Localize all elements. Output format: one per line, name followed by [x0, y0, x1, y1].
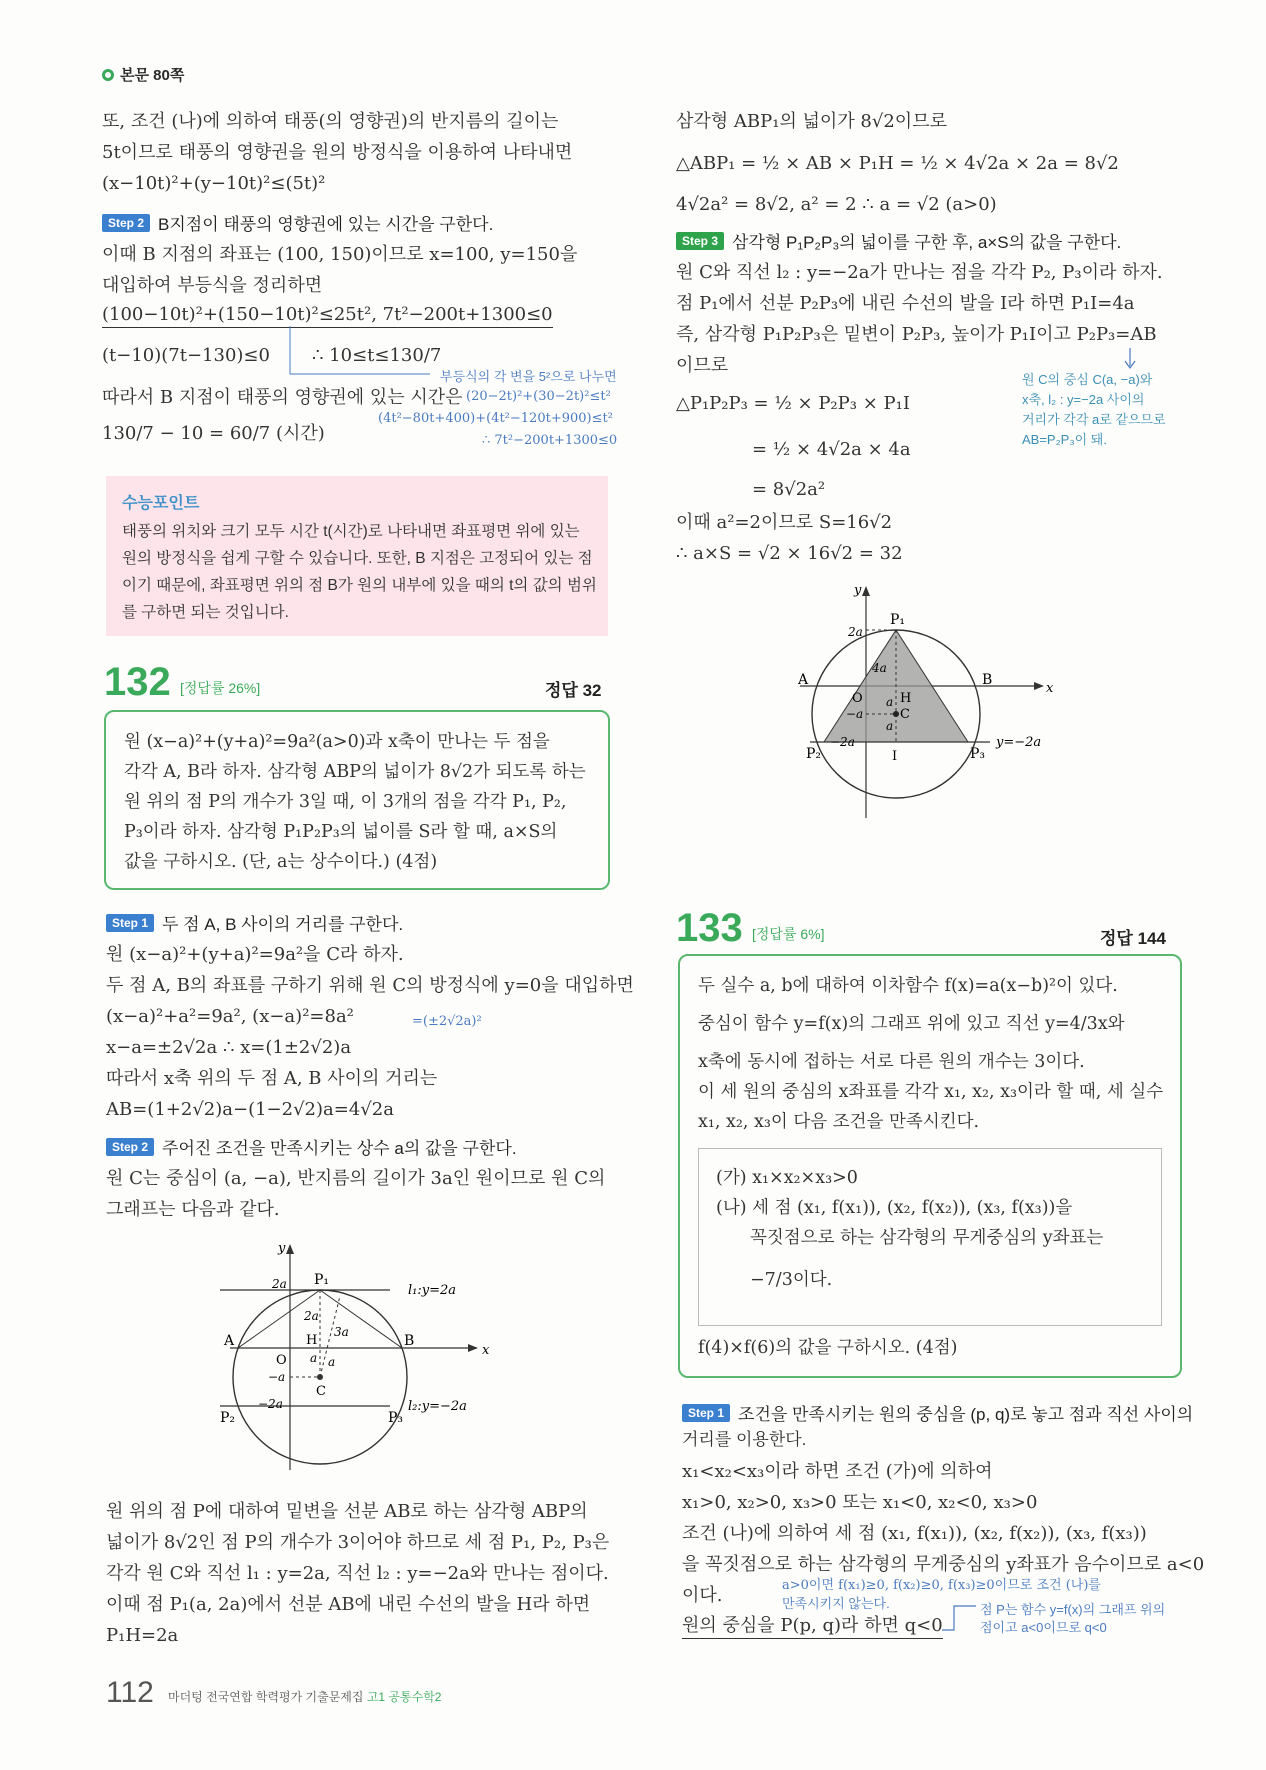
text-line: 즉, 삼각형 P₁P₂P₃은 밑변이 P₂P₃, 높이가 P₁I이고 P₂P₃=AB: [676, 324, 1157, 345]
graph-label: a: [310, 1351, 318, 1365]
step-tag: Step 1: [682, 1404, 730, 1422]
page-header: [102, 64, 184, 85]
question-line: x축에 동시에 접하는 서로 다른 원의 개수는 3이다.: [698, 1052, 1085, 1072]
text-line: 삼각형 ABP₁의 넓이가 8√2이므로: [676, 111, 947, 132]
note-arrow-icon: [1120, 348, 1140, 372]
graph-label: P₃: [970, 746, 986, 762]
graph-label: A: [224, 1333, 235, 1349]
step-title-continued: 거리를 이용한다.: [682, 1430, 807, 1449]
step-title: 주어진 조건을 만족시키는 상수 a의 값을 구한다.: [162, 1139, 517, 1158]
equation-line: (100−10t)²+(150−10t)²≤25t², 7t²−200t+1300≤0: [102, 303, 553, 328]
text-line: 을 꼭짓점으로 하는 삼각형의 무게중심의 y좌표가 음수이므로 a<0: [682, 1554, 1205, 1575]
equation-line: P₁H=2a: [106, 1625, 179, 1646]
question-line: 이 세 원의 중심의 x좌표를 각각 x₁, x₂, x₃이라 할 때, 세 실수: [698, 1082, 1164, 1102]
graph-label: A: [798, 672, 809, 688]
book-title: 마더텅 전국연합 학력평가 기출문제집: [168, 1690, 364, 1704]
side-note-line: 점이고 a<0이므로 q<0: [980, 1620, 1107, 1635]
graph-label: a: [886, 695, 894, 709]
side-note-title: 부등식의 각 변을 5²으로 나누면: [440, 369, 617, 384]
equation-line: x₁>0, x₂>0, x₃>0 또는 x₁<0, x₂<0, x₃>0: [682, 1492, 1038, 1513]
side-note-line: (4t²−80t+400)+(4t²−120t+900)≤t²: [378, 411, 613, 426]
equation-line: △P₁P₂P₃ = ½ × P₂P₃ × P₁I: [676, 393, 910, 414]
question-ask: f(4)×f(6)의 값을 구하시오. (4점): [698, 1338, 958, 1358]
header-label: 본문 80쪽: [120, 67, 185, 84]
graph-label: 2a: [848, 625, 863, 639]
graph-label: l₁:y=2a: [408, 1283, 457, 1298]
text-line: 따라서 B 지점이 태풍의 영향권에 있는 시간은: [102, 387, 463, 408]
step-title: B지점이 태풍의 영향권에 있는 시간을 구한다.: [158, 215, 494, 234]
graph-label: −2a: [258, 1397, 283, 1411]
text-line: 이때 B 지점의 좌표는 (100, 150)이므로 x=100, y=150을: [102, 244, 578, 265]
correct-rate: [정답률 26%]: [180, 680, 261, 696]
equation-line: 130/7 − 10 = 60/7 (시간): [102, 423, 325, 444]
graph-label: x: [482, 1343, 490, 1358]
connector-arrow: [280, 326, 460, 380]
text-line: 두 점 A, B의 좌표를 구하기 위해 원 C의 방정식에 y=0을 대입하면: [106, 975, 634, 996]
equation-line: 이때 a²=2이므로 S=16√2: [676, 512, 893, 533]
text-line: 원 C는 중심이 (a, −a), 반지름의 길이가 3a인 원이므로 원 C의: [106, 1168, 606, 1189]
equation-line: = 8√2a²: [752, 479, 826, 500]
text-line: 그래프는 다음과 같다.: [106, 1199, 280, 1220]
side-note-line: a>0이면 f(x₁)≥0, f(x₂)≥0, f(x₃)≥0이므로 조건 (나)를: [782, 1578, 1101, 1593]
graph-label: O: [276, 1353, 287, 1368]
graph-label: 3a: [334, 1325, 349, 1339]
graph-label: −a: [846, 707, 864, 721]
problem-number: 133: [676, 906, 743, 950]
text-line: 원 위의 점 P에 대하여 밑변을 선분 AB로 하는 삼각형 ABP의: [106, 1501, 588, 1522]
x-axis-arrow-icon: [1034, 682, 1044, 690]
question-line: x₁, x₂, x₃이 다음 조건을 만족시킨다.: [698, 1112, 980, 1132]
question-line: 중심이 함수 y=f(x)의 그래프 위에 있고 직선 y=4/3x와: [698, 1014, 1125, 1034]
subject-label: 고1 공통수학2: [366, 1690, 442, 1704]
segment-bp1: [320, 1290, 402, 1348]
problem-number: 132: [104, 660, 171, 704]
circle-graph-2: [790, 580, 1080, 820]
answer-label: 정답 32: [545, 681, 602, 700]
graph-label: 2a: [304, 1309, 319, 1323]
step1-heading: [106, 910, 403, 935]
graph-label: C: [900, 707, 910, 722]
graph-label: P₁: [314, 1272, 330, 1288]
equation-line: AB=(1+2√2)a−(1−2√2)a=4√2a: [106, 1099, 394, 1120]
equation-line: △ABP₁ = ½ × AB × P₁H = ½ × 4√2a × 2a = 8√2: [676, 153, 1119, 174]
text-line: 따라서 x축 위의 두 점 A, B 사이의 거리는: [106, 1068, 438, 1089]
center-point: [893, 711, 899, 717]
condition-line: −7/3이다.: [750, 1270, 833, 1290]
graph-label: P₂: [220, 1410, 236, 1426]
question-line: 원 (x−a)²+(y+a)²=9a²(a>0)과 x축이 만나는 두 점을: [124, 732, 550, 752]
text-line: 이므로: [676, 355, 729, 376]
graph-label: l₂:y=−2a: [408, 1399, 467, 1414]
graph-label: 2a: [272, 1277, 287, 1291]
graph-label: x: [1046, 681, 1054, 696]
graph-label: 4a: [872, 661, 887, 675]
equation-line: ∴ 10≤t≤130/7: [312, 345, 442, 366]
condition-line: (나) 세 점 (x₁, f(x₁)), (x₂, f(x₂)), (x₃, f(x₃))을: [716, 1198, 1073, 1218]
step2-heading: [102, 210, 493, 235]
step1-heading: [682, 1400, 1193, 1425]
step-tag: Step 1: [106, 914, 154, 932]
graph-label: a: [328, 1355, 336, 1369]
text-line: 대입하여 부등식을 정리하면: [102, 275, 323, 296]
side-note-line: AB=P₂P₃이 돼.: [1022, 432, 1107, 447]
graph-label: C: [316, 1384, 326, 1399]
page-number: 112: [106, 1676, 154, 1709]
text-line: 원 C와 직선 l₂ : y=−2a가 만나는 점을 각각 P₂, P₃이라 하자.: [676, 262, 1163, 283]
text-line: x₁<x₂<x₃이라 하면 조건 (가)에 의하여: [682, 1461, 993, 1482]
graph-label: P₃: [388, 1410, 404, 1426]
answer-label: 정답 144: [1100, 929, 1166, 948]
text-line: 조건 (나)에 의하여 세 점 (x₁, f(x₁)), (x₂, f(x₂)), (x₃, f(x₃)): [682, 1523, 1147, 1544]
y-axis-arrow-icon: [286, 1244, 294, 1254]
equation-line: ∴ a×S = √2 × 16√2 = 32: [676, 543, 903, 564]
equation-line: = ½ × 4√2a × 4a: [752, 439, 911, 460]
text-line: 5t이므로 태풍의 영향권을 원의 방정식을 이용하여 나타내면: [102, 142, 573, 163]
question-line: P₃이라 하자. 삼각형 P₁P₂P₃의 넓이를 S라 할 때, a×S의: [124, 822, 558, 842]
graph-label: I: [892, 749, 898, 764]
graph-label: H: [900, 691, 912, 706]
step-tag: Step 2: [102, 214, 150, 232]
condition-line: (가) x₁×x₂×x₃>0: [716, 1168, 858, 1188]
question-line: 원 위의 점 P의 개수가 3일 때, 이 3개의 점을 각각 P₁, P₂,: [124, 792, 567, 812]
step2-heading: [106, 1134, 517, 1159]
side-note-line: =(±2√2a)²: [412, 1014, 482, 1029]
side-note-line: 만족시키지 않는다.: [782, 1596, 890, 1611]
text-line: 넓이가 8√2인 점 P의 개수가 3이어야 하므로 세 점 P₁, P₂, P₃은: [106, 1532, 610, 1553]
equation-line: 4√2a² = 8√2, a² = 2 ∴ a = √2 (a>0): [676, 194, 997, 215]
graph-label: y: [854, 583, 862, 598]
step-title: 두 점 A, B 사이의 거리를 구한다.: [162, 915, 404, 934]
center-point: [317, 1374, 323, 1380]
graph-label: P₂: [806, 746, 822, 762]
graph-label: −2a: [830, 735, 855, 749]
graph-label: y=−2a: [996, 735, 1042, 750]
footer-text: [168, 1688, 441, 1705]
side-note-line: 거리가 각각 a로 같으므로: [1022, 412, 1166, 427]
exam-point-box: [106, 476, 608, 636]
text-line: 이다.: [682, 1585, 723, 1606]
graph-label: P₁: [890, 612, 906, 628]
note-arrow-icon: [940, 1600, 984, 1634]
condition-line: 꼭짓점으로 하는 삼각형의 무게중심의 y좌표는: [750, 1228, 1104, 1248]
graph-label: H: [306, 1333, 318, 1348]
x-axis-arrow-icon: [468, 1344, 478, 1352]
text-line: 이때 점 P₁(a, 2a)에서 선분 AB에 내린 수선의 발을 H라 하면: [106, 1594, 591, 1615]
step-tag: Step 3: [676, 232, 724, 250]
y-axis-arrow-icon: [862, 586, 870, 596]
circle-bullet-icon: [102, 69, 114, 81]
question-line: 두 실수 a, b에 대하여 이차함수 f(x)=a(x−b)²이 있다.: [698, 976, 1118, 996]
text-line: 점 P₁에서 선분 P₂P₃에 내린 수선의 발을 I라 하면 P₁I=4a: [676, 293, 1135, 314]
graph-label: −a: [268, 1370, 286, 1384]
step-title: 삼각형 P₁P₂P₃의 넓이를 구한 후, a×S의 값을 구한다.: [732, 233, 1122, 252]
equation-line: (x−10t)²+(y−10t)²≤(5t)²: [102, 173, 326, 194]
equation-line: (x−a)²+a²=9a², (x−a)²=8a²: [106, 1006, 354, 1027]
question-line: 값을 구하시오. (단, a는 상수이다.) (4점): [124, 852, 438, 872]
point-box-title: 수능포인트: [122, 495, 200, 512]
graph-label: B: [982, 672, 993, 688]
text-line: 원 (x−a)²+(y+a)²=9a²을 C라 하자.: [106, 944, 404, 965]
side-note-line: ∴ 7t²−200t+1300≤0: [482, 433, 618, 448]
question-line: 각각 A, B라 하자. 삼각형 ABP의 넓이가 8√2가 되도록 하는: [124, 762, 586, 782]
text-line: 각각 원 C와 직선 l₁ : y=2a, 직선 l₂ : y=−2a와 만나는 점이다.: [106, 1563, 609, 1584]
correct-rate: [정답률 6%]: [752, 926, 825, 942]
point-box-text: 태풍의 위치와 크기 모두 시간 t(시간)로 나타내면 좌표평면 위에 있는 원의 방정식을 쉽게 구할 수 있습니다. 또한, B 지점은 고정되어 있는 점이기 때문에, 좌표평면 위의 점 B가 원의 내부에 있을 때의 t의 값의 범위를 구하면 되는 것입니다.: [122, 523, 597, 621]
side-note-line: 원 C의 중심 C(a, −a)와: [1022, 372, 1153, 387]
step-title: 조건을 만족시키는 원의 중심을 (p, q)로 놓고 점과 직선 사이의: [738, 1405, 1194, 1424]
step-tag: Step 2: [106, 1138, 154, 1156]
graph-label: O: [852, 691, 863, 706]
graph-label: a: [886, 719, 894, 733]
side-note-line: (20−2t)²+(30−2t)²≤t²: [466, 389, 611, 404]
step3-heading: [676, 228, 1121, 253]
text-line: 또, 조건 (나)에 의하여 태풍(의 영향권)의 반지름의 길이는: [102, 111, 559, 132]
equation-line: x−a=±2√2a ∴ x=(1±2√2)a: [106, 1037, 352, 1058]
side-note-line: 점 P는 함수 y=f(x)의 그래프 위의: [980, 1602, 1166, 1617]
graph-label: y: [278, 1241, 286, 1256]
graph-label: B: [404, 1333, 415, 1349]
equation-line: 원의 중심을 P(p, q)라 하면 q<0: [682, 1614, 943, 1639]
equation-line: (t−10)(7t−130)≤0: [102, 345, 270, 366]
side-note-line: x축, l₂ : y=−2a 사이의: [1022, 392, 1145, 407]
circle-graph-1: [220, 1240, 510, 1480]
